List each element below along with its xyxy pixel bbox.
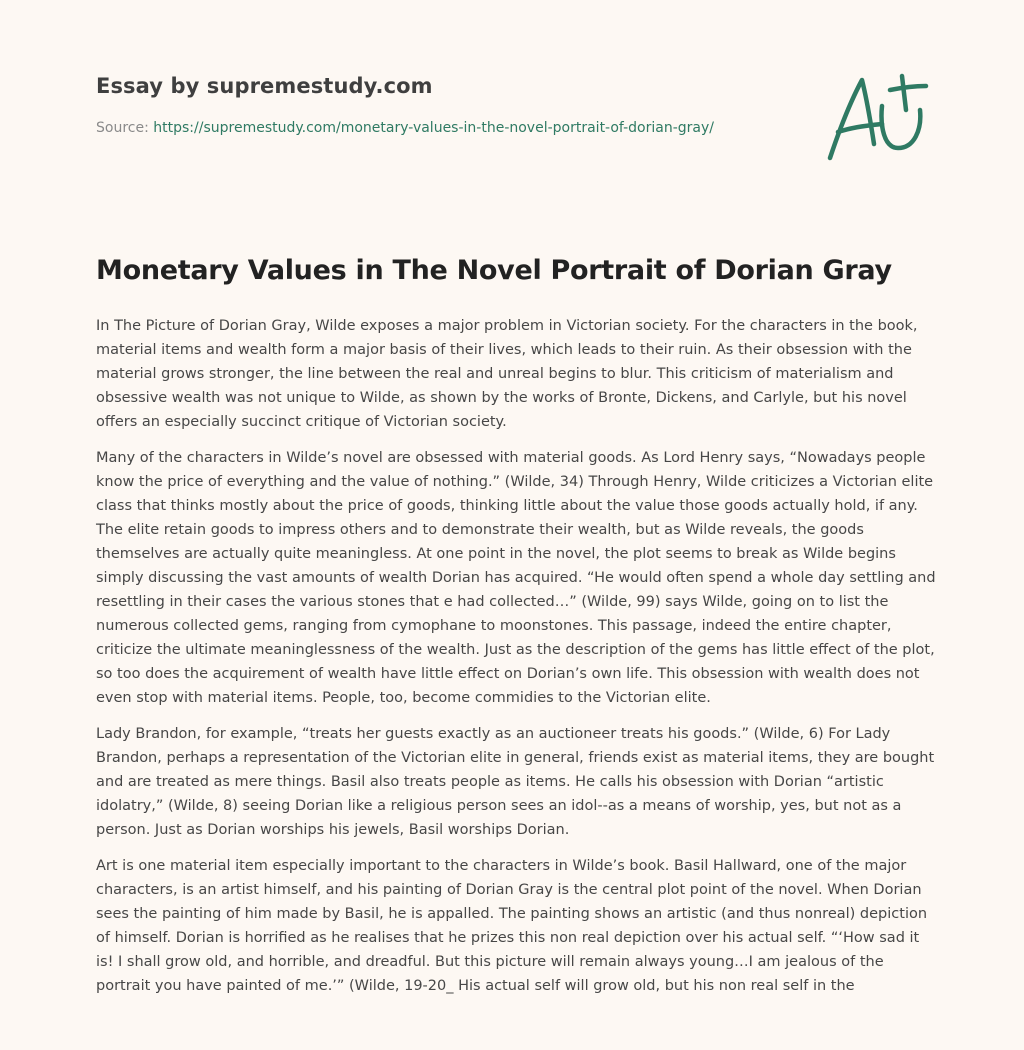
- source-link[interactable]: https://supremestudy.com/monetary-values-in-the-novel-portrait-of-dorian-gray/: [153, 120, 714, 136]
- a-plus-logo: [822, 66, 932, 166]
- essay-paragraph: In The Picture of Dorian Gray, Wilde exposes a major problem in Victorian society. For the characters in the book, material items and wealth form a major basis of their lives, which leads to their ruin. As their obsession with the material grows stronger, the line between the real and unreal begins to blur. This criticism of materialism and obsessive wealth was not unique to Wilde, as shown by the works of Bronte, Dickens, and Carlyle, but his novel offers an especially succinct critique of Victorian society.: [96, 318, 918, 430]
- essay-title: Monetary Values in The Novel Portrait of Dorian Gray: [96, 255, 892, 286]
- essay-header: [96, 74, 796, 136]
- source-line: [96, 120, 796, 136]
- essay-paragraph: Art is one material item especially important to the characters in Wilde’s book. Basil Hallward, one of the major characters, is an artist himself, and his painting of Dorian Gray is the central plot point of the novel. When Dorian sees the painting of him made by Basil, he is appalled. The painting shows an artistic (and thus nonreal) depiction of himself. Dorian is horrified as he realises that he prizes this non real depiction over his actual self. “‘How sad it is! I shall grow old, and horrible, and dreadful. But this picture will remain always young…I am jealous of the portrait you have painted of me.’” (Wilde, 19-20_ His actual self will grow old, but his non real self in the: [96, 858, 928, 994]
- essay-paragraph: Lady Brandon, for example, “treats her guests exactly as an auctioneer treats his goods.” (Wilde, 6) For Lady Brandon, perhaps a representation of the Victorian elite in general, friends exist as material items, they are bought and are treated as mere things. Basil also treats people as items. He calls his obsession with Dorian “artistic idolatry,” (Wilde, 8) seeing Dorian like a religious person sees an idol--as a means of worship, yes, but not as a person. Just as Dorian worships his jewels, Basil worships Dorian.: [96, 726, 935, 838]
- essay-body: [96, 314, 936, 1010]
- source-label: Source:: [96, 120, 154, 136]
- site-title: Essay by supremestudy.com: [96, 74, 433, 98]
- essay-paragraph: Many of the characters in Wilde’s novel are obsessed with material goods. As Lord Henry says, “Nowadays people know the price of everything and the value of nothing.” (Wilde, 34) Through Henry, Wilde criticizes a Victorian elite class that thinks mostly about the price of goods, thinking little about the value those goods actually hold, if any. The elite retain goods to impress others and to demonstrate their wealth, but as Wilde reveals, the goods themselves are actually quite meaningless. At one point in the novel, the plot seems to break as Wilde begins simply discussing the vast amounts of wealth Dorian has acquired. “He would often spend a whole day settling and resettling in their cases the various stones that e had collected…” (Wilde, 99) says Wilde, going on to list the numerous collected gems, ranging from cymophane to moonstones. This passage, indeed the entire chapter, criticize the ultimate meaninglessness of the wealth. Just as the description of the gems has little effect of the plot, so too does the acquirement of wealth have little effect on Dorian’s own life. This obsession with wealth does not even stop with material items. People, too, become commidies to the Victorian elite.: [96, 450, 936, 706]
